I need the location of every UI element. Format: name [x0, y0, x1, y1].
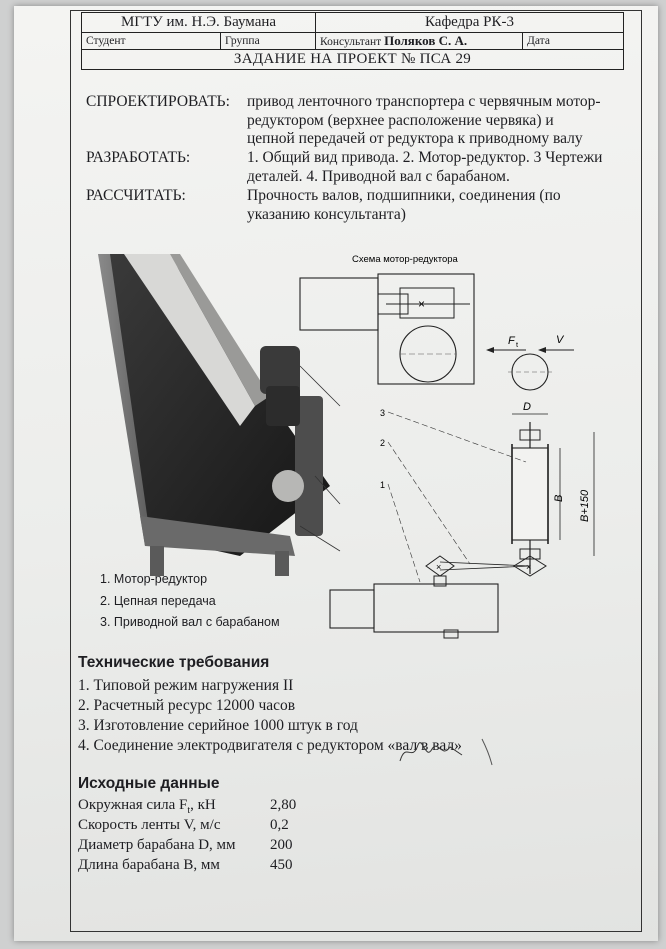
requirement-item: 3. Изготовление серийное 1000 штук в год: [78, 717, 358, 734]
callout-line: [388, 484, 420, 582]
input-row-label: [78, 797, 216, 816]
design-label: СПРОЕКТИРОВАТЬ:: [86, 93, 230, 110]
consultant-name: Поляков С. А.: [384, 33, 468, 48]
speed-arrowhead: [538, 347, 546, 353]
reducer-sprocket-cross-mark: ×: [436, 562, 442, 572]
requirement-item: 2. Расчетный ресурс 12000 часов: [78, 697, 296, 714]
calc-label: РАССЧИТАТЬ:: [86, 187, 186, 204]
force-value: 2,80: [270, 797, 297, 813]
force-row-label: Окружная сила F: [78, 797, 188, 813]
date-field: Дата: [523, 33, 624, 50]
calc-text: [247, 187, 627, 224]
legend-item: 2. Цепная передача: [100, 594, 216, 608]
diameter-label: D: [523, 401, 531, 413]
drive-scheme: [290, 244, 620, 644]
callout-1: 1: [380, 480, 386, 490]
force-subscript: t: [516, 340, 519, 349]
input-data-title: Исходные данные: [78, 775, 220, 792]
length-value: 450: [270, 857, 293, 873]
diameter-value: 200: [270, 837, 293, 853]
group-field: Группа: [221, 33, 316, 50]
force-row-subscript: t: [187, 805, 191, 816]
force-row-unit: , кН: [190, 797, 216, 813]
design-line: цепной передачей от редуктора к приводному валу: [247, 130, 583, 147]
length-label: B: [553, 494, 565, 502]
total-length-label: B+150: [579, 489, 591, 522]
sprocket-cross-mark: ×: [526, 562, 532, 572]
force-label: F: [508, 335, 515, 347]
bottom-motor: [330, 590, 374, 628]
reducer-foot: [444, 630, 458, 638]
develop-label: РАЗРАБОТАТЬ:: [86, 149, 191, 166]
design-line: редуктором (верхнее расположение червяка) и: [247, 111, 554, 129]
scheme-title: Схема мотор-редуктора: [352, 254, 458, 265]
scheme-motor: [300, 278, 378, 330]
speed-label: V: [556, 334, 564, 346]
requirement-item: 1. Типовой режим нагружения II: [78, 677, 294, 694]
department-name: Кафедра РК-3: [316, 13, 624, 33]
conveyor-leg: [275, 551, 289, 576]
legend-item: 3. Приводной вал с барабаном: [100, 615, 280, 629]
title-block: [81, 12, 624, 70]
worm-cross-mark: ×: [418, 297, 426, 311]
consultant-field: [316, 33, 523, 50]
length-row-label: Длина барабана B, мм: [78, 857, 220, 873]
speed-value: 0,2: [270, 817, 289, 833]
speed-row-label: Скорость ленты V, м/с: [78, 817, 221, 833]
callout-3: 3: [380, 408, 386, 418]
design-text: [247, 93, 627, 149]
signature-stroke: [400, 743, 462, 761]
bottom-reducer: [374, 584, 498, 632]
design-line: привод ленточного транспортера с червячным мотор-: [247, 93, 601, 110]
requirements-title: Технические требования: [78, 654, 270, 671]
student-field: Студент: [82, 33, 221, 50]
develop-line: деталей. 4. Приводной вал с барабаном.: [247, 167, 510, 185]
callout-line: [388, 442, 470, 564]
calc-line: Прочность валов, подшипники, соединения (по: [247, 187, 561, 204]
force-arrowhead: [486, 347, 494, 353]
develop-text: [247, 149, 627, 186]
calc-line: указанию консультанта): [247, 205, 406, 223]
handwritten-signature: [392, 731, 522, 771]
diameter-row-label: Диаметр барабана D, мм: [78, 837, 236, 853]
callout-line: [388, 412, 526, 462]
signature-stroke: [482, 739, 492, 765]
assignment-title: ЗАДАНИЕ НА ПРОЕКТ № ПСА 29: [82, 50, 624, 70]
callout-2: 2: [380, 438, 386, 448]
scheme-housing: [378, 274, 474, 384]
legend-item: 1. Мотор-редуктор: [100, 572, 208, 586]
drum: [512, 448, 548, 540]
university-name: МГТУ им. Н.Э. Баумана: [82, 13, 316, 33]
consultant-label: Консультант: [320, 36, 382, 48]
requirement-item: 4. Соединение электродвигателя с редуктором «вал в вал»: [78, 737, 462, 754]
develop-line: 1. Общий вид привода. 2. Мотор-редуктор. 3 Чертежи: [247, 149, 603, 166]
